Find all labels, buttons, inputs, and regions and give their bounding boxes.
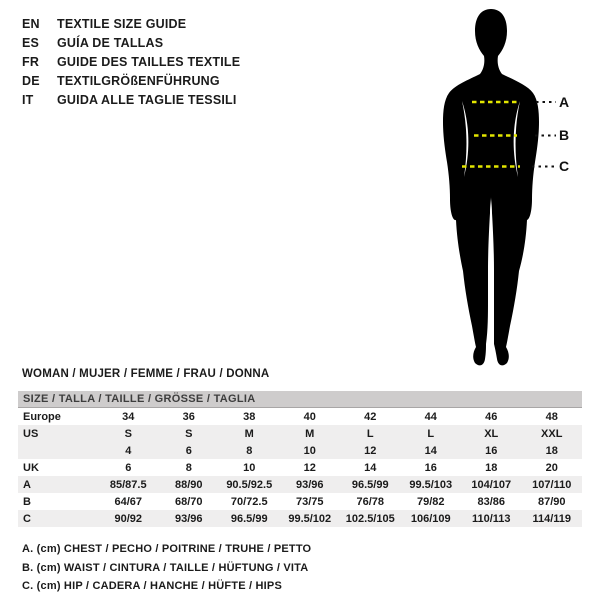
row-label: C: [23, 512, 31, 525]
legend-line: B. (cm) WAIST / CINTURA / TAILLE / HÜFTUNG / VITA: [22, 561, 309, 574]
size-value: 76/78: [356, 495, 385, 508]
size-value: 93/96: [295, 478, 324, 491]
size-table-row: [18, 442, 582, 459]
size-value: 87/90: [537, 495, 566, 508]
language-row: [22, 90, 240, 109]
size-value: 38: [243, 410, 256, 423]
language-code: EN: [22, 16, 40, 31]
row-label: UK: [23, 461, 39, 474]
size-value: 107/110: [532, 478, 572, 491]
size-value: 20: [545, 461, 558, 474]
size-value: 36: [182, 410, 195, 423]
size-value: 96.5/99: [230, 512, 268, 525]
size-value: L: [366, 427, 374, 440]
legend-line: A. (cm) CHEST / PECHO / POITRINE / TRUHE / PETTO: [22, 543, 312, 555]
size-value: S: [185, 427, 193, 440]
size-value: 16: [424, 461, 437, 474]
language-title: GUÍA DE TALLAS: [57, 35, 164, 50]
language-code: IT: [22, 92, 34, 107]
size-value: 10: [243, 461, 256, 474]
language-title: GUIDE DES TAILLES TEXTILE: [57, 54, 241, 69]
size-table-header: SIZE / TALLA / TAILLE / GRÖSSE / TAGLIA: [18, 391, 582, 408]
size-value: 106/109: [410, 512, 451, 525]
size-table-row: [18, 459, 582, 476]
row-label: Europe: [23, 410, 61, 423]
size-value: 4: [125, 444, 132, 457]
size-value: 85/87.5: [109, 478, 147, 491]
size-value: 6: [125, 461, 132, 474]
size-value: 48: [545, 410, 558, 423]
language-code: FR: [22, 54, 40, 69]
size-value: 88/90: [174, 478, 203, 491]
language-title: TEXTILE SIZE GUIDE: [57, 16, 187, 31]
size-value: 16: [485, 444, 498, 457]
size-value: 99.5/103: [409, 478, 453, 491]
table-title: WOMAN / MUJER / FEMME / FRAU / DONNA: [22, 368, 270, 380]
size-value: 114/119: [532, 512, 572, 525]
size-value: 70/72.5: [230, 495, 268, 508]
size-value: M: [244, 427, 254, 440]
size-value: 79/82: [416, 495, 445, 508]
marker-label-hip: C: [559, 158, 570, 174]
size-value: 42: [364, 410, 377, 423]
size-value: 34: [122, 410, 135, 423]
woman-silhouette-figure: [390, 0, 600, 380]
size-value: L: [427, 427, 435, 440]
language-row: [22, 33, 240, 52]
size-table-row: [18, 425, 582, 442]
woman-silhouette-shape: [443, 9, 539, 365]
legend-line: C. (cm) HIP / CADERA / HANCHE / HÜFTE / HIPS: [22, 580, 282, 593]
row-label: US: [23, 427, 39, 440]
size-table: [18, 391, 582, 527]
size-value: 46: [485, 410, 498, 423]
size-value: 73/75: [295, 495, 324, 508]
size-value: 8: [246, 444, 253, 457]
size-value: 44: [424, 410, 437, 423]
language-row: [22, 52, 240, 71]
size-table-row: [18, 510, 582, 527]
size-value: 12: [364, 444, 377, 457]
size-value: 90.5/92.5: [226, 478, 273, 491]
size-table-body: [18, 408, 582, 527]
language-row: [22, 14, 240, 33]
measurement-legend: [22, 540, 311, 596]
size-value: S: [124, 427, 132, 440]
language-code: ES: [22, 35, 40, 50]
language-title-list: [22, 14, 240, 109]
size-value: 18: [545, 444, 558, 457]
size-value: 104/107: [471, 478, 512, 491]
size-value: M: [305, 427, 315, 440]
marker-label-chest: A: [559, 94, 570, 110]
size-value: 14: [364, 461, 377, 474]
size-value: 64/67: [114, 495, 143, 508]
size-value: XL: [484, 427, 499, 440]
size-value: 96.5/99: [351, 478, 389, 491]
size-value: 14: [424, 444, 437, 457]
size-value: 40: [303, 410, 316, 423]
marker-label-waist: B: [559, 127, 570, 143]
size-value: 8: [185, 461, 192, 474]
size-value: 12: [303, 461, 316, 474]
size-value: 102.5/105: [345, 512, 395, 525]
language-title: TEXTILGRÖßENFÜHRUNG: [57, 73, 220, 88]
size-value: 68/70: [174, 495, 203, 508]
size-value: 90/92: [114, 512, 143, 525]
size-value: XXL: [541, 427, 563, 440]
size-table-row: [18, 408, 582, 425]
language-code: DE: [22, 73, 40, 88]
size-table-row: [18, 493, 582, 510]
row-label: B: [23, 495, 31, 508]
size-table-row: [18, 476, 582, 493]
size-value: 93/96: [174, 512, 203, 525]
language-row: [22, 71, 240, 90]
size-value: 10: [303, 444, 316, 457]
language-title: GUIDA ALLE TAGLIE TESSILI: [57, 92, 237, 107]
woman-silhouette-svg: [390, 0, 600, 380]
size-value: 99.5/102: [288, 512, 332, 525]
size-value: 6: [185, 444, 192, 457]
row-label: A: [23, 478, 31, 491]
size-value: 83/86: [477, 495, 506, 508]
size-value: 18: [485, 461, 498, 474]
size-value: 110/113: [471, 512, 511, 525]
